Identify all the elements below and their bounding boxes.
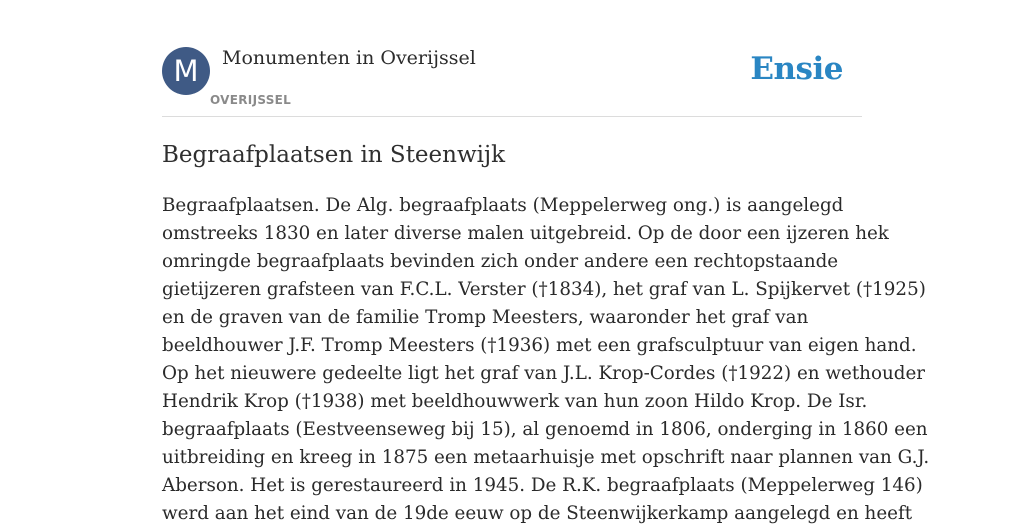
- article-body: [162, 192, 930, 528]
- article-line: Begraafplaatsen. De Alg. begraafplaats (Meppelerweg ong.) is aangelegd: [162, 195, 844, 216]
- article-line: uitbreiding en kreeg in 1875 een metaarhuisje met opschrift naar plannen van G.J.: [162, 447, 930, 468]
- article-line: begraafplaats (Eestveenseweg bij 15), al genoemd in 1806, onderging in 1860 een: [162, 419, 928, 440]
- article-line: omringde begraafplaats bevinden zich onder andere een rechtopstaande: [162, 251, 839, 272]
- article-line: beeldhouwer J.F. Tromp Meesters (†1936) met een grafsculptuur van eigen hand.: [162, 335, 917, 356]
- ensie-logo[interactable]: Ensie: [750, 51, 843, 87]
- page-title: Begraafplaatsen in Steenwijk: [162, 142, 506, 168]
- avatar[interactable]: M: [162, 47, 210, 95]
- article-line: en de graven van de familie Tromp Meesters, waaronder het graf van: [162, 307, 809, 328]
- article-line: werd aan het eind van de 19de eeuw op de Steenwijkerkamp aangelegd en heeft: [162, 503, 913, 524]
- article-line: Hendrik Krop (†1938) met beeldhouwwerk van hun zoon Hildo Krop. De Isr.: [162, 391, 868, 412]
- article-line: Aberson. Het is gerestaureerd in 1945. De R.K. begraafplaats (Meppelerweg 146): [162, 475, 923, 496]
- article-line: Op het nieuwere gedeelte ligt het graf van J.L. Krop-Cordes (†1922) en wethouder: [162, 363, 926, 384]
- article-line: omstreeks 1830 en later diverse malen uitgebreid. Op de door een ijzeren hek: [162, 223, 889, 244]
- collection-header: [162, 46, 862, 117]
- collection-region-label[interactable]: OVERIJSSEL: [210, 93, 292, 107]
- collection-title-link[interactable]: Monumenten in Overijssel: [222, 47, 476, 69]
- article-line: gietijzeren grafsteen van F.C.L. Verster (†1834), het graf van L. Spijkervet (†1925): [162, 279, 926, 300]
